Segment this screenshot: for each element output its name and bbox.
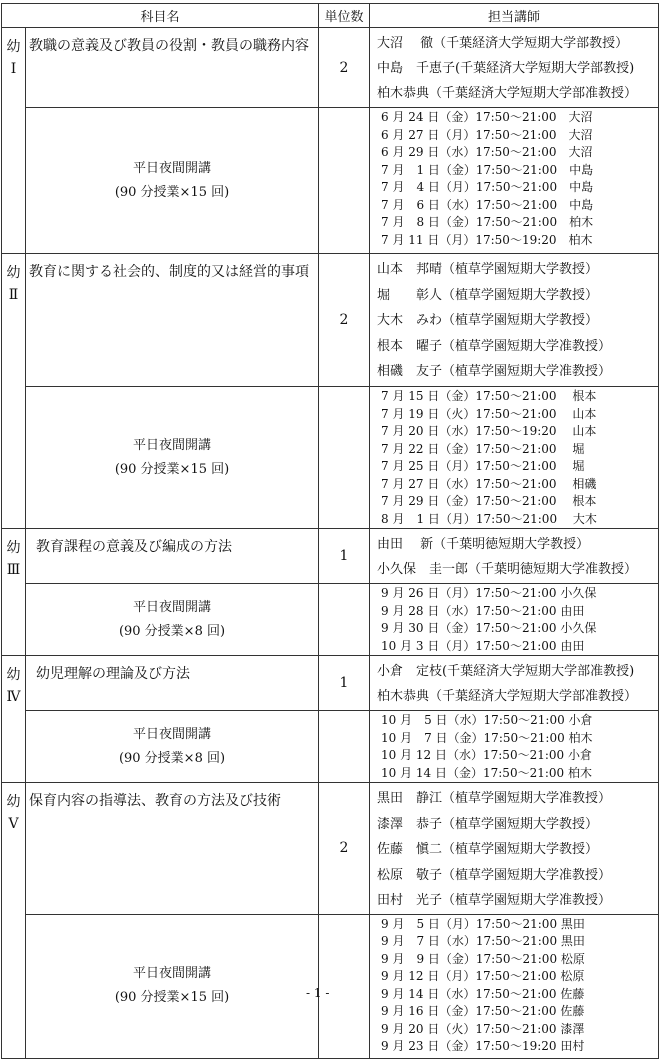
- header-row: [2, 4, 659, 28]
- page-number: - 1 -: [306, 986, 330, 1000]
- units-value: 2: [319, 28, 370, 108]
- schedule-row: [2, 108, 659, 254]
- units-value: 1: [319, 529, 370, 584]
- instructor-list: 小倉 定枝(千葉経済大学短期大学部准教授) 柏木恭典（千葉経済大学短期大学部准教授）: [370, 656, 659, 711]
- session-note: 平日夜間開講 (90 分授業×15 回): [26, 108, 319, 254]
- subject-name: 幼児理解の理論及び方法: [26, 656, 319, 711]
- units-value: 1: [319, 656, 370, 711]
- subject-name: 教育課程の意義及び編成の方法: [26, 529, 319, 584]
- units-value: 2: [319, 254, 370, 387]
- session-note: 平日夜間開講 (90 分授業×8 回): [26, 711, 319, 783]
- session-note: 平日夜間開講 (90 分授業×8 回): [26, 584, 319, 656]
- schedule-row: [2, 584, 659, 656]
- course-row: [2, 656, 659, 711]
- schedule-list: 10 月 5 日（水）17:50～21:00 小倉 10 月 7 日（金）17:50～21:00 柏木 10 月 12 日（水）17:50～21:00 小倉 10 月 14 日（金）17:50～21:00 柏木: [370, 711, 659, 783]
- subject-name: 教育に関する社会的、制度的又は経営的事項: [26, 254, 319, 387]
- schedule-row: [2, 711, 659, 783]
- instructor-list: 山本 邦晴（植草学園短期大学教授） 堀 彰人（植草学園短期大学教授） 大木 みわ（植草学園短期大学教授） 根本 曜子（植草学園短期大学准教授） 相磯 友子（植草学園短期大学准教授）: [370, 254, 659, 387]
- group-label: 幼 Ⅰ: [2, 28, 26, 254]
- group-label: 幼 Ⅴ: [2, 783, 26, 1059]
- course-row: [2, 529, 659, 584]
- instructor-list: 黒田 静江（植草学園短期大学准教授） 漆澤 恭子（植草学園短期大学教授） 佐藤 愼二（植草学園短期大学教授） 松原 敬子（植草学園短期大学准教授） 田村 光子（植草学園短期大学准教授）: [370, 783, 659, 915]
- schedule-list: 9 月 5 日（月）17:50～21:00 黒田 9 月 7 日（水）17:50～21:00 黒田 9 月 9 日（金）17:50～21:00 松原 9 月 12 日（月）17:50～21:00 松原 9 月 14 日（水）17:50～21:00 佐藤 9 月 16 日（金）17:50～21:00 佐藤 9 月 20 日（火）17:50～21:00 漆澤 9 月 23 日（金）17:50～19:20 田村: [370, 914, 659, 1058]
- instructor-list: 大沼 徹（千葉経済大学短期大学部教授） 中島 千恵子(千葉経済大学短期大学部教授) 柏木恭典（千葉経済大学短期大学部准教授）: [370, 28, 659, 108]
- course-row: [2, 783, 659, 915]
- subject-name: 保育内容の指導法、教育の方法及び技術: [26, 783, 319, 915]
- group-label: 幼 Ⅲ: [2, 529, 26, 656]
- schedule-row: [2, 387, 659, 529]
- session-note: 平日夜間開講 (90 分授業×15 回): [26, 387, 319, 529]
- schedule-list: 6 月 24 日（金）17:50～21:00 大沼 6 月 27 日（月）17:50～21:00 大沼 6 月 29 日（水）17:50～21:00 大沼 7 月 1 日（金）17:50～21:00 中島 7 月 4 日（月）17:50～21:00 中島 7 月 6 日（水）17:50～21:00 中島 7 月 8 日（金）17:50～21:00 柏木 7 月 11 日（月）17:50～19:20 柏木: [370, 108, 659, 254]
- header-units: 単位数: [319, 4, 370, 28]
- instructor-list: 由田 新（千葉明徳短期大学教授） 小久保 圭一郎（千葉明徳短期大学准教授）: [370, 529, 659, 584]
- schedule-row: [2, 914, 659, 1058]
- session-note: 平日夜間開講 (90 分授業×15 回): [26, 914, 319, 1058]
- units-value: 2: [319, 783, 370, 915]
- schedule-list: 9 月 26 日（月）17:50～21:00 小久保 9 月 28 日（水）17:50～21:00 由田 9 月 30 日（金）17:50～21:00 小久保 10 月 3 日（月）17:50～21:00 由田: [370, 584, 659, 656]
- group-label: 幼 Ⅱ: [2, 254, 26, 529]
- course-row: [2, 28, 659, 108]
- schedule-list: 7 月 15 日（金）17:50～21:00 根本 7 月 19 日（火）17:50～21:00 山本 7 月 20 日（水）17:50～19:20 山本 7 月 22 日（金）17:50～21:00 堀 7 月 25 日（月）17:50～21:00 堀 7 月 27 日（水）17:50～21:00 相磯 7 月 29 日（金）17:50～21:00 根本 8 月 1 日（月）17:50～21:00 大木: [370, 387, 659, 529]
- course-row: [2, 254, 659, 387]
- header-instructors: 担当講師: [370, 4, 659, 28]
- group-label: 幼 Ⅳ: [2, 656, 26, 783]
- subject-name: 教職の意義及び教員の役割・教員の職務内容: [26, 28, 319, 108]
- course-schedule-table: [1, 3, 659, 1059]
- header-subject: 科目名: [2, 4, 319, 28]
